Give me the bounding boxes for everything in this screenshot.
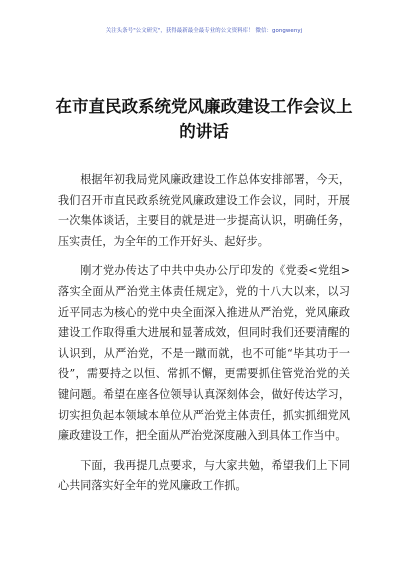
- header-note: 关注头条号"公文研究"，获得最新最全最专业的公文资料库！ 微信：gongwenyj: [105, 28, 303, 34]
- document-title: 在市直民政系统党风廉政建设工作会议上的讲话: [55, 97, 353, 141]
- paragraph-2: 刚才党办传达了中共中央办公厅印发的《党委<党组>落实全面从严治党主体责任规定》，党的十八大以来，以习近平同志为核心的党中央全面深入推进从严治党，党风廉政建设工作取得重大进展和显著成效，但同时我们还要清醒的认识到，从严治党，不是一蹴而就，也不可能“毕其功于一役”，需要持之以恒、常抓不懈，更需要抓住管党治党的关键问题。希望在座各位领导认真深刻体会，做好传达学习，切实担负起本领域本单位从严治党主体责任，抓实抓细党风廉政建设工作，把全面从严治党深度融入到具体工作当中。: [58, 264, 350, 443]
- paragraph-3: 下面，我再提几点要求，与大家共勉，希望我们上下同心共同落实好全年的党风廉政工作抓。: [58, 458, 350, 493]
- document-body: [58, 170, 350, 506]
- paragraph-1: 根据年初我局党风廉政建设工作总体安排部署，今天，我们召开市直民政系统党风廉政建设工作会议，同时，开展一次集体谈话，主要目的就是进一步提高认识，明确任务，压实责任，为全年的工作开好头、起好步。: [58, 173, 350, 248]
